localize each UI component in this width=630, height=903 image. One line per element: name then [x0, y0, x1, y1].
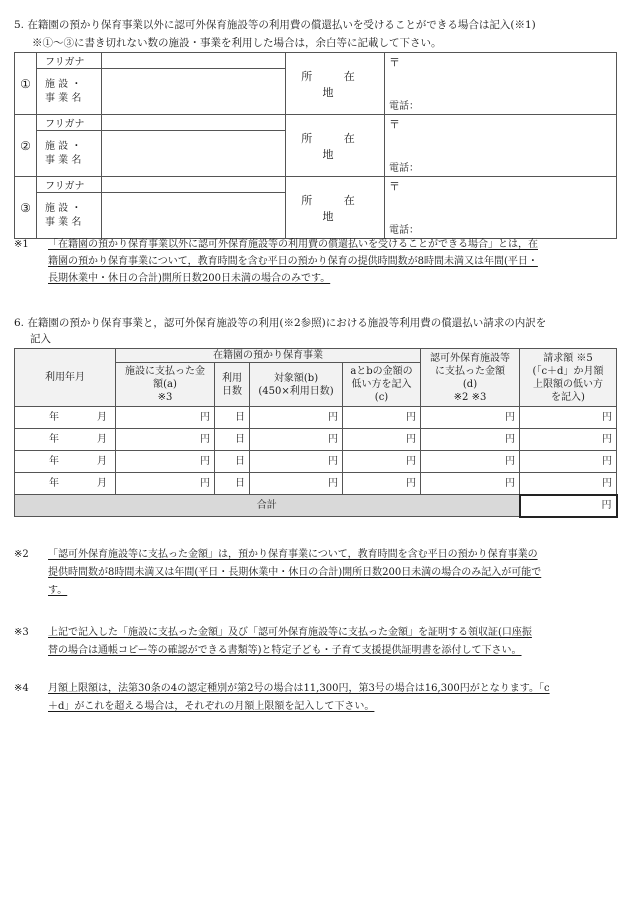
note-mark: ※1: [14, 239, 29, 250]
paid-d-input[interactable]: 円: [421, 451, 520, 473]
paid-a-input[interactable]: 円: [116, 429, 215, 451]
facility-name-label: 施 設 ・ 事 業 名: [37, 193, 102, 239]
furigana-input[interactable]: [102, 115, 286, 131]
note-line: 長期休業中・休日の合計)開所日数200日未満の場合のみです。: [48, 273, 331, 284]
month-input[interactable]: 年 月: [15, 429, 116, 451]
paid-a-input[interactable]: 円: [116, 451, 215, 473]
paid-a-input[interactable]: 円: [116, 407, 215, 429]
note-mark: ※2: [14, 549, 29, 560]
facility-name-input[interactable]: [102, 193, 286, 239]
location-label: 所 在 地: [286, 177, 385, 239]
table-row: [15, 407, 617, 429]
facility-row-1: [15, 53, 617, 69]
address-input[interactable]: [385, 177, 617, 239]
days-input[interactable]: 日: [215, 451, 250, 473]
table-row: [15, 473, 617, 495]
target-b-input[interactable]: 円: [250, 473, 343, 495]
lower-c-input[interactable]: 円: [343, 429, 421, 451]
facility-row-2: [15, 115, 617, 131]
claim-input[interactable]: 円: [520, 407, 617, 429]
days-input[interactable]: 日: [215, 407, 250, 429]
total-row: [15, 495, 617, 517]
header-days: 利用 日数: [215, 363, 250, 407]
location-label: 所 在 地: [286, 53, 385, 115]
days-input[interactable]: 日: [215, 473, 250, 495]
claim-input[interactable]: 円: [520, 473, 617, 495]
facility-table: [14, 52, 617, 239]
target-b-input[interactable]: 円: [250, 407, 343, 429]
header-paid-d: 認可外保育施設等 に支払った金額 (d) ※2 ※3: [421, 349, 520, 407]
tel-label: 電話：: [389, 101, 419, 112]
furigana-label: フリガナ: [37, 115, 102, 131]
section5-title: 5. 在籍園の預かり保育事業以外に認可外保育施設等の利用費の償還払いを受けることができる場合は記入(※1): [14, 19, 536, 31]
paid-d-input[interactable]: 円: [421, 407, 520, 429]
postal-mark: 〒: [389, 56, 400, 69]
header-lower-c: aとbの金額の 低い方を記入 (c): [343, 363, 421, 407]
target-b-input[interactable]: 円: [250, 429, 343, 451]
header-group: 在籍園の預かり保育事業: [116, 349, 421, 363]
header-month: 利用年月: [15, 349, 116, 407]
tel-label: 電話：: [389, 225, 419, 236]
note-line: 月額上限額は，法第30条の4の認定種別が第2号の場合は11,300円，第3号の場合は16,300円がとなります。「c: [48, 683, 550, 694]
location-label: 所 在 地: [286, 115, 385, 177]
furigana-input[interactable]: [102, 177, 286, 193]
facility-name-label: 施 設 ・ 事 業 名: [37, 131, 102, 177]
postal-mark: 〒: [389, 118, 400, 131]
header-paid-a: 施設に支払った金 額(a) ※3: [116, 363, 215, 407]
note-line: 提供時間数が8時間未満又は年間(平日・長期休業中・休日の合計)開所日数200日未満の場合のみ記入が可能で: [48, 567, 542, 578]
paid-a-input[interactable]: 円: [116, 473, 215, 495]
total-label: 合計: [15, 495, 520, 517]
table-row: [15, 429, 617, 451]
days-input[interactable]: 日: [215, 429, 250, 451]
month-input[interactable]: 年 月: [15, 451, 116, 473]
lower-c-input[interactable]: 円: [343, 407, 421, 429]
note-line: 籍園の預かり保育事業について，教育時間を含む平日の預かり保育の提供時間数が8時間未満又は年間(平日・: [48, 256, 538, 267]
note-line: 「在籍園の預かり保育事業以外に認可外保育施設等の利用費の償還払いを受けることができる場合」とは，在: [48, 239, 538, 250]
total-claim-input[interactable]: 円: [520, 495, 617, 517]
furigana-input[interactable]: [102, 53, 286, 69]
note-line: 「認可外保育施設等に支払った金額」は，預かり保育事業について，教育時間を含む平日の預かり保育事業の: [48, 549, 538, 560]
note-mark: ※3: [14, 627, 29, 638]
claim-input[interactable]: 円: [520, 451, 617, 473]
note-line: 替の場合は通帳コピー等の確認ができる書類等)と特定子ども・子育て支援提供証明書を添付して下さい。: [48, 645, 522, 656]
paid-d-input[interactable]: 円: [421, 473, 520, 495]
note-mark: ※4: [14, 683, 29, 694]
section6-title: 6. 在籍園の預かり保育事業と，認可外保育施設等の利用(※2参照)における施設等利用費の償還払い請求の内訳を: [14, 317, 547, 329]
address-input[interactable]: [385, 115, 617, 177]
table-row: [15, 451, 617, 473]
section5-subtitle: ※①～③に書き切れない数の施設・事業を利用した場合は，余白等に記載して下さい。: [32, 37, 442, 49]
header-target-b: 対象額(b) (450×利用日数): [250, 363, 343, 407]
month-input[interactable]: 年 月: [15, 473, 116, 495]
postal-mark: 〒: [389, 180, 400, 193]
address-input[interactable]: [385, 53, 617, 115]
claim-input[interactable]: 円: [520, 429, 617, 451]
header-claim: 請求額 ※5 (「c＋d」か月額 上限額の低い方 を記入): [520, 349, 617, 407]
facility-name-label: 施 設 ・ 事 業 名: [37, 69, 102, 115]
target-b-input[interactable]: 円: [250, 451, 343, 473]
furigana-label: フリガナ: [37, 177, 102, 193]
note-line: 上記で記入した「施設に支払った金額」及び「認可外保育施設等に支払った金額」を証明する領収証(口座振: [48, 627, 532, 638]
payment-table: [14, 348, 618, 518]
facility-row-3: [15, 177, 617, 193]
furigana-label: フリガナ: [37, 53, 102, 69]
tel-label: 電話：: [389, 163, 419, 174]
paid-d-input[interactable]: 円: [421, 429, 520, 451]
facility-number: ①: [15, 53, 37, 115]
note-line: す。: [48, 585, 68, 596]
month-input[interactable]: 年 月: [15, 407, 116, 429]
facility-number: ②: [15, 115, 37, 177]
facility-name-input[interactable]: [102, 131, 286, 177]
facility-name-input[interactable]: [102, 69, 286, 115]
section6-title-cont: 記入: [30, 333, 51, 345]
lower-c-input[interactable]: 円: [343, 451, 421, 473]
facility-number: ③: [15, 177, 37, 239]
note-line: ＋d」がこれを超える場合は，それぞれの月額上限額を記入して下さい。: [48, 701, 375, 712]
lower-c-input[interactable]: 円: [343, 473, 421, 495]
